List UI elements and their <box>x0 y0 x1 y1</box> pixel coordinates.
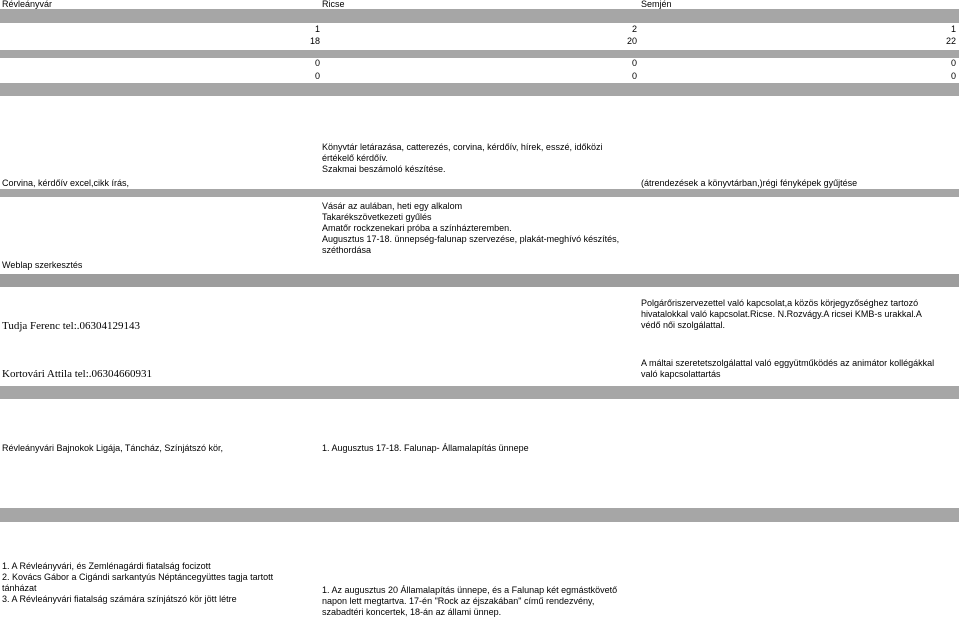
num-r4-c3: 0 <box>950 71 956 81</box>
sec1-right: (átrendezések a könyvtárban,)régi fényképek gyűjtése <box>641 178 858 188</box>
sec2-middle <box>322 201 619 256</box>
section-band-4 <box>0 386 959 399</box>
sec2-middle-line: Amatőr rockzenekari próba a színházteremben. <box>322 223 512 233</box>
contact-note-2 <box>641 358 934 380</box>
contact-name-2: Kortovári Attila tel:.06304660931 <box>2 368 153 380</box>
sec3-left: Révleányvári Bajnokok Ligája, Táncház, Színjátszó kör, <box>2 443 223 453</box>
header-band <box>0 9 959 23</box>
sec4-left-line: 1. A Révleányvári, és Zemlénagárdi fiatalság focizott <box>2 561 211 571</box>
section-band-3 <box>0 274 959 287</box>
contact-note-line: védő női szolgálattal. <box>641 320 726 330</box>
sec4-left <box>2 561 273 605</box>
num-r2-c1: 18 <box>309 36 320 46</box>
sec2-middle-line: Takarékszövetkezeti gyűlés <box>322 212 432 222</box>
sec2-middle-line: széthordása <box>322 245 372 255</box>
sec4-middle-line: 1. Az augusztus 20 Államalapítás ünnepe, és a Falunap két egmástkövető <box>322 585 618 595</box>
contact-name-1: Tudja Ferenc tel:.06304129143 <box>2 320 140 332</box>
sec2-left: Weblap szerkesztés <box>2 260 83 270</box>
section-band-2 <box>0 189 959 197</box>
section-band-5 <box>0 508 959 522</box>
sec4-left-line: tánházat <box>2 583 37 593</box>
num-r4-c2: 0 <box>631 71 637 81</box>
sec1-left: Corvina, kérdőív excel,cikk írás, <box>2 178 130 188</box>
sec1-middle-line: értékelő kérdőív. <box>322 153 388 163</box>
sec2-middle-line: Augusztus 17-18. ünnepség-falunap szervezése, plakát-meghívó készítés, <box>322 234 620 244</box>
num-r1-c1: 1 <box>314 24 320 34</box>
header-revleanyvar: Révleányvár <box>2 0 53 9</box>
sec1-middle-line: Szakmai beszámoló készítése. <box>322 164 446 174</box>
sec2-middle-line: Vásár az aulában, heti egy alkalom <box>322 201 463 211</box>
num-r3-c1: 0 <box>314 58 320 68</box>
sec3-middle: 1. Augusztus 17-18. Falunap- Államalapítás ünnepe <box>322 443 529 453</box>
header-semjen: Semjén <box>641 0 672 9</box>
num-r3-c2: 0 <box>631 58 637 68</box>
sec1-middle-line: Könyvtár letárazása, catterezés, corvina, kérdőív, hírek, esszé, időközi <box>322 142 603 152</box>
num-r4-c1: 0 <box>314 71 320 81</box>
sec4-middle-line: napon lett megtartva. 17-én "Rock az éjszakában" című rendezvény, <box>322 596 595 606</box>
num-r1-c2: 2 <box>631 24 637 34</box>
contact-note-line: való kapcsolattartás <box>641 369 721 379</box>
num-r1-c3: 1 <box>950 24 956 34</box>
contact-note-line: A máltai szeretetszolgálattal való eggyütműködés az animátor kollégákkal <box>641 358 935 368</box>
header-ricse: Ricse <box>322 0 345 9</box>
sec4-middle <box>322 585 617 618</box>
contact-note-1 <box>641 298 922 331</box>
contact-note-line: hivatalokkal való kapcsolat.Ricse. N.Rozvágy.A ricsei KMB-s urakkal.A <box>641 309 922 319</box>
num-r2-c3: 22 <box>945 36 956 46</box>
sec4-left-line: 2. Kovács Gábor a Cigándi sarkantyús Néptáncegyüttes tagja tartott <box>2 572 274 582</box>
section-band-1 <box>0 83 959 96</box>
sec4-left-line: 3. A Révleányvári fiatalság számára színjátszó kör jött létre <box>2 594 237 604</box>
num-r3-c3: 0 <box>950 58 956 68</box>
sec1-middle <box>322 142 602 175</box>
sec4-middle-line: szabadtéri koncertek, 18-án az állami ünnep. <box>322 607 502 617</box>
num-r2-c2: 20 <box>626 36 637 46</box>
separator-band <box>0 50 959 58</box>
contact-note-line: Polgárőriszervezettel való kapcsolat,a közös körjegyzőséghez tartozó <box>641 298 919 308</box>
